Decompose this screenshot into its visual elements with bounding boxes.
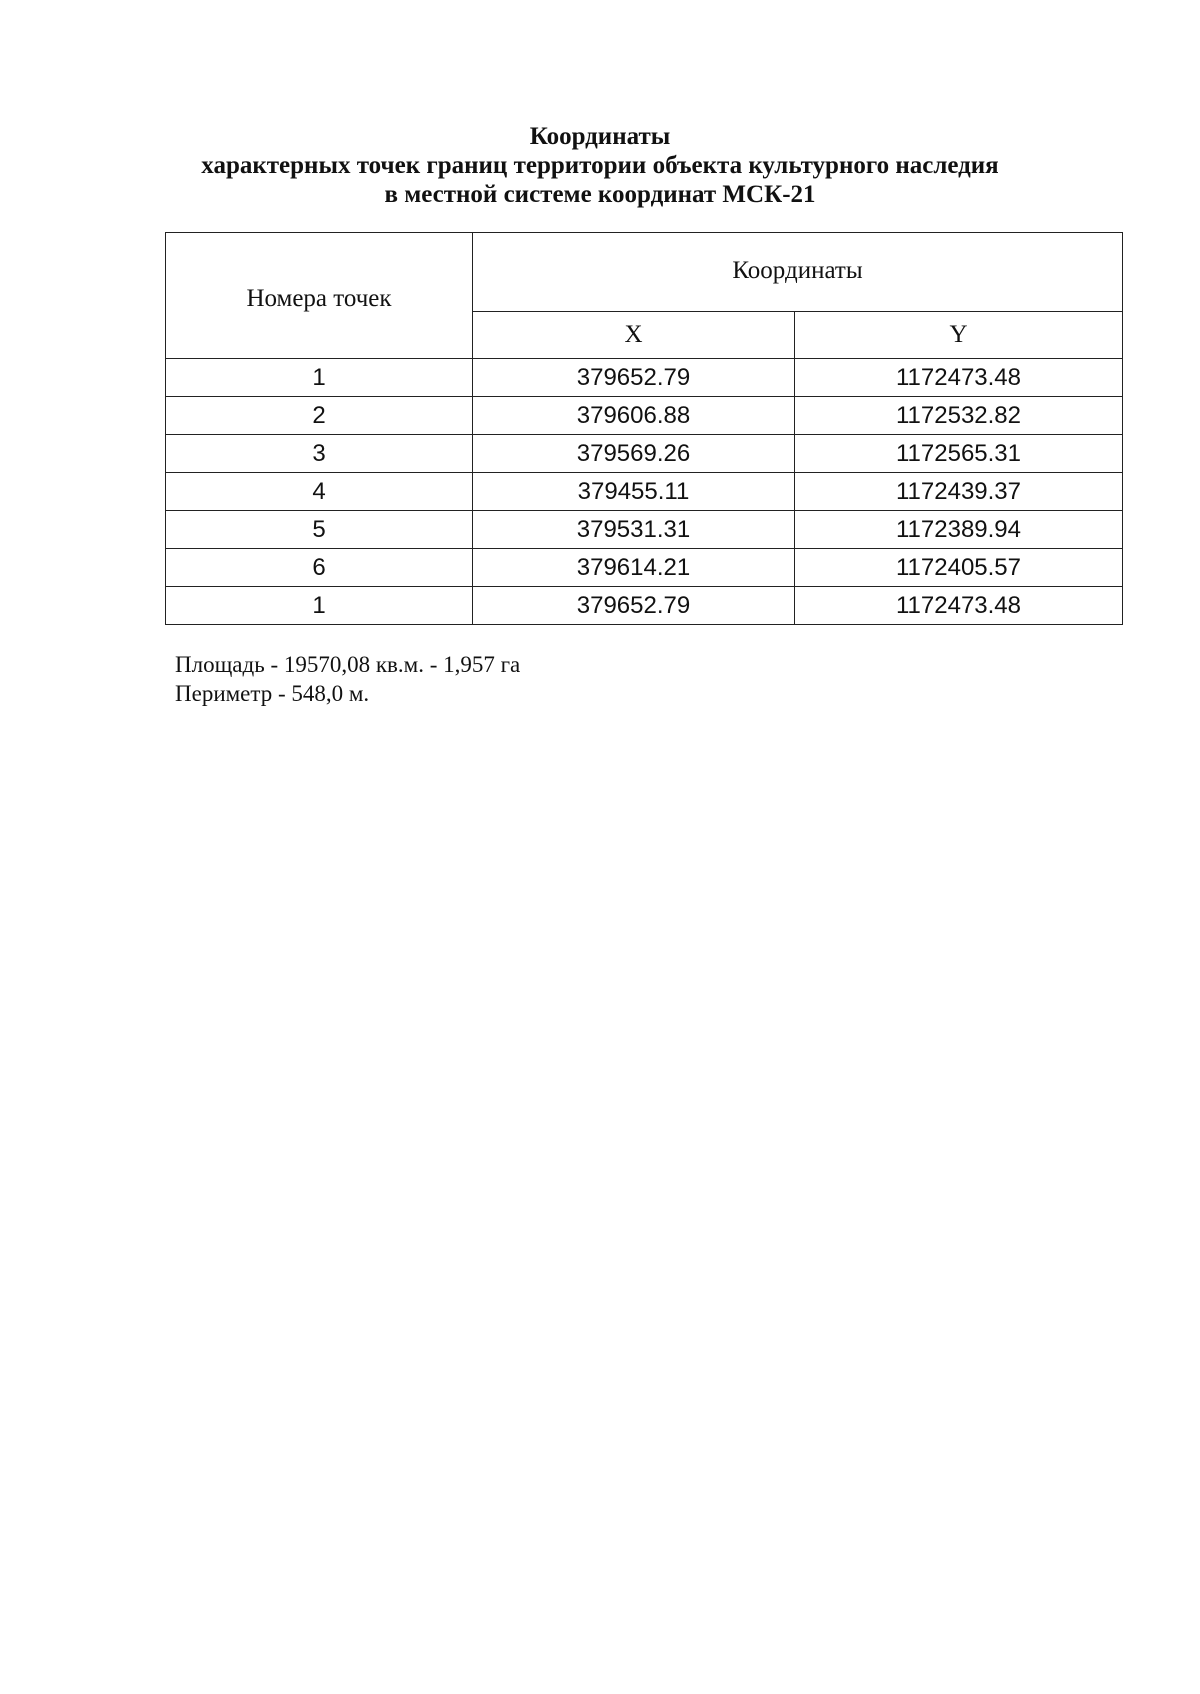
header-y: Y <box>795 312 1123 359</box>
document-title <box>0 122 1200 209</box>
table-header-row <box>166 233 1123 312</box>
table-row <box>166 359 1123 397</box>
title-line-1: Координаты <box>529 123 671 150</box>
header-coordinates: Координаты <box>473 233 1123 312</box>
area-text: Площадь - 19570,08 кв.м. - 1,957 га <box>175 652 521 677</box>
cell-point: 3 <box>166 435 473 473</box>
title-line-2: характерных точек границ территории объекта культурного наследия <box>201 152 999 179</box>
table-row <box>166 397 1123 435</box>
table-row <box>166 435 1123 473</box>
table-row <box>166 587 1123 625</box>
cell-y: 1172405.57 <box>795 549 1123 587</box>
cell-x: 379531.31 <box>473 511 795 549</box>
cell-point: 1 <box>166 359 473 397</box>
cell-point: 1 <box>166 587 473 625</box>
table-row <box>166 511 1123 549</box>
cell-y: 1172532.82 <box>795 397 1123 435</box>
cell-y: 1172439.37 <box>795 473 1123 511</box>
cell-y: 1172473.48 <box>795 359 1123 397</box>
table-row <box>166 549 1123 587</box>
cell-x: 379652.79 <box>473 587 795 625</box>
cell-x: 379455.11 <box>473 473 795 511</box>
header-point-numbers: Номера точек <box>166 233 473 359</box>
cell-x: 379606.88 <box>473 397 795 435</box>
cell-point: 4 <box>166 473 473 511</box>
cell-y: 1172565.31 <box>795 435 1123 473</box>
cell-point: 2 <box>166 397 473 435</box>
cell-y: 1172389.94 <box>795 511 1123 549</box>
cell-point: 5 <box>166 511 473 549</box>
cell-x: 379614.21 <box>473 549 795 587</box>
header-x: X <box>473 312 795 359</box>
perimeter-text: Периметр - 548,0 м. <box>175 681 370 706</box>
title-line-3: в местной системе координат МСК-21 <box>384 181 816 208</box>
summary-block <box>175 650 520 708</box>
table-row <box>166 473 1123 511</box>
cell-x: 379569.26 <box>473 435 795 473</box>
cell-point: 6 <box>166 549 473 587</box>
cell-x: 379652.79 <box>473 359 795 397</box>
coordinates-table <box>165 232 1123 625</box>
cell-y: 1172473.48 <box>795 587 1123 625</box>
